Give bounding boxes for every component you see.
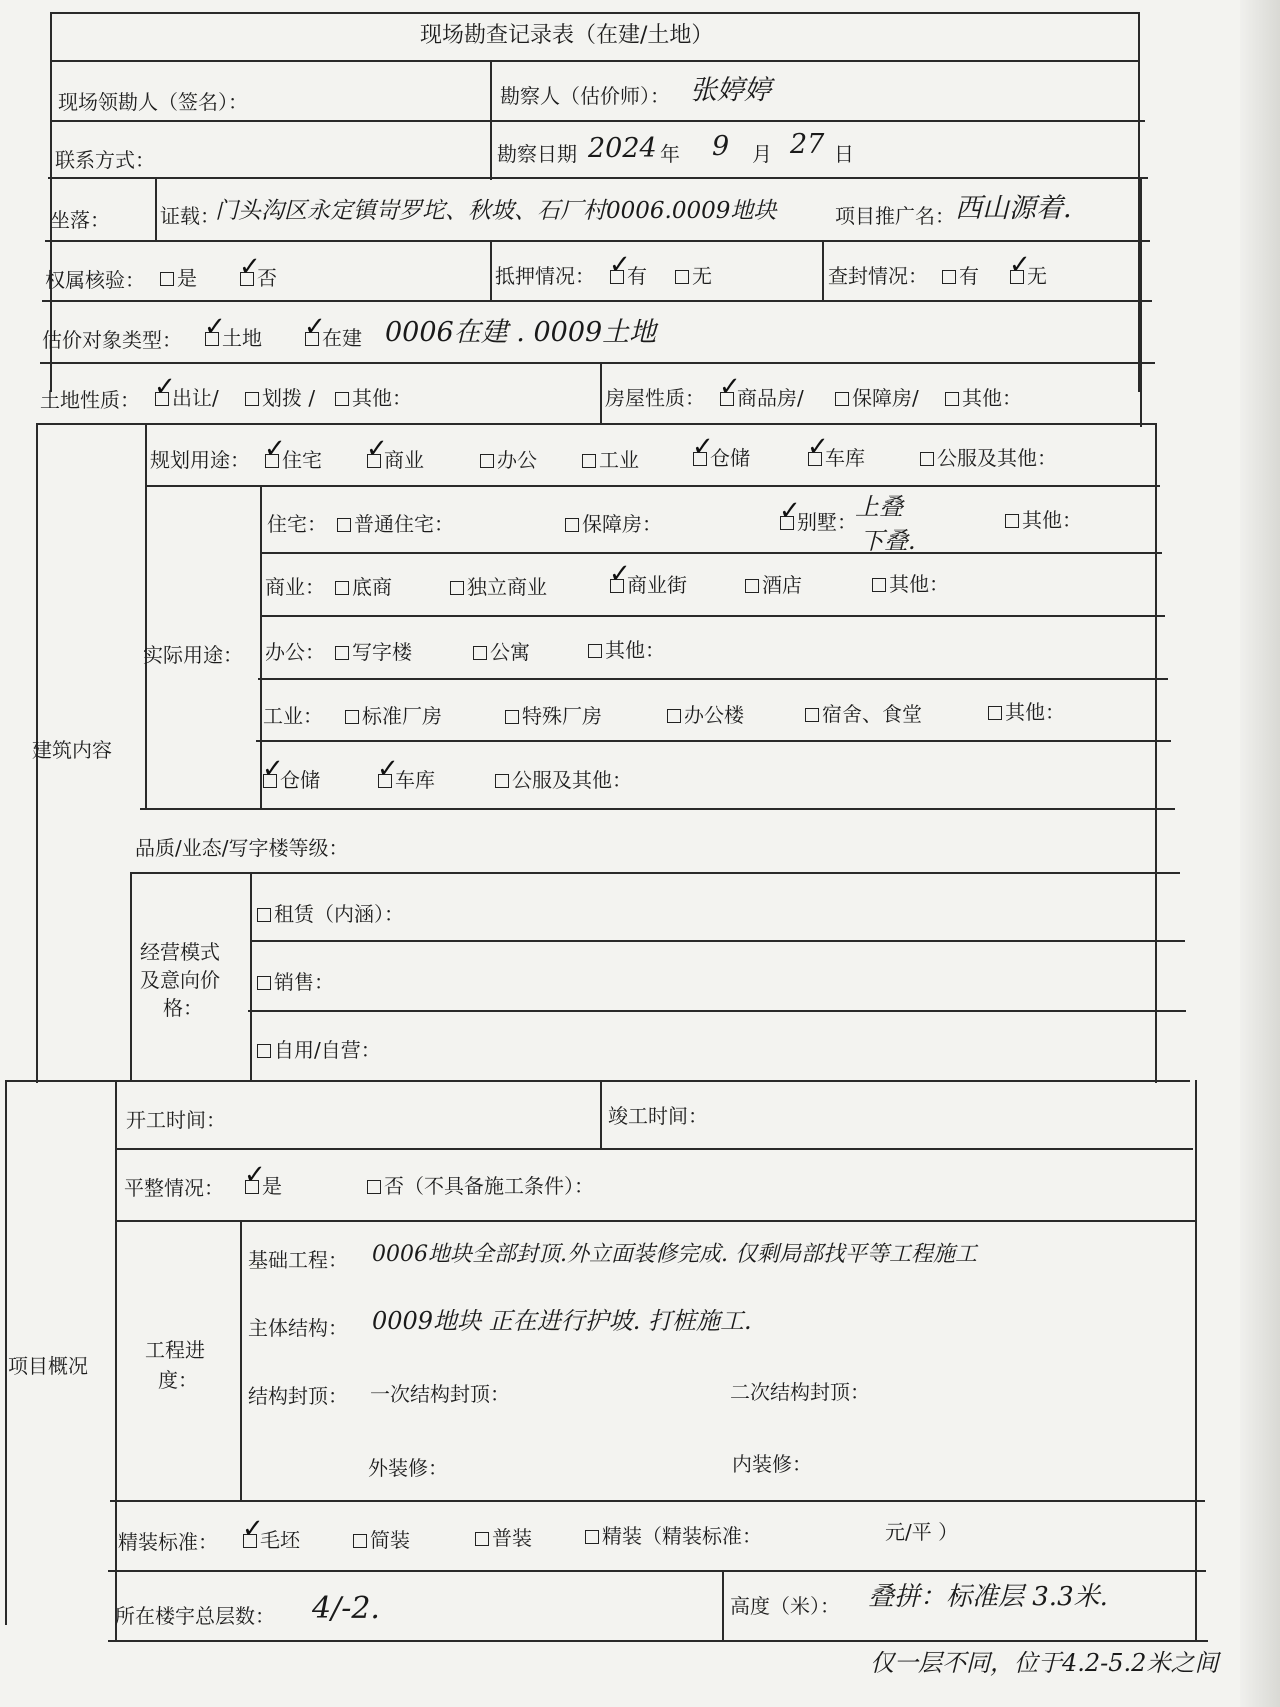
- business-sale[interactable]: [257, 970, 334, 994]
- checkbox-checked-icon: [240, 272, 254, 286]
- primary-topping-label: 一次结构封顶：: [370, 1382, 510, 1406]
- house-nature-label: 房屋性质：: [605, 386, 705, 410]
- house-affordable[interactable]: [835, 386, 919, 410]
- commercial-label: 商业：: [265, 575, 325, 599]
- res-other[interactable]: [1005, 508, 1082, 532]
- option-label: 是: [177, 266, 197, 290]
- option-label: 无: [1027, 264, 1047, 288]
- planned-commercial[interactable]: [367, 448, 424, 472]
- checkbox-checked-icon: [155, 392, 169, 406]
- ind-standard[interactable]: [345, 704, 442, 728]
- leveling-label: 平整情况：: [124, 1176, 224, 1200]
- rule: [1195, 1080, 1197, 1640]
- ind-office[interactable]: [667, 703, 744, 727]
- office-label: 办公：: [265, 640, 325, 664]
- rule: [260, 552, 1162, 554]
- footer-note[interactable]: 仅一层不同，位于4.2-5.2米之间: [870, 1649, 1219, 1677]
- land-transfer[interactable]: [155, 386, 219, 410]
- height-label: 高度（米）：: [730, 1594, 840, 1618]
- checkbox-icon: [367, 1180, 381, 1194]
- rule: [108, 1640, 1208, 1642]
- rule: [5, 1080, 7, 1625]
- option-label: 销售：: [274, 970, 334, 994]
- type-note[interactable]: 0006在建 . 0009土地: [385, 317, 657, 348]
- checkbox-icon: [160, 272, 174, 286]
- land-nature-label: 土地性质：: [40, 388, 140, 412]
- option-label: 土地: [222, 326, 262, 350]
- inspector-label: 勘察人（估价师）：: [500, 84, 670, 108]
- progress-label-2: 度：: [158, 1368, 198, 1392]
- rule: [256, 740, 1171, 742]
- finish-normal[interactable]: [475, 1526, 532, 1550]
- villa-note-upper[interactable]: 上叠: [855, 493, 903, 521]
- com-ground-shop[interactable]: [335, 575, 392, 599]
- checkbox-icon: [335, 646, 349, 660]
- rule: [48, 177, 1148, 179]
- checkbox-icon: [988, 706, 1002, 720]
- option-label: 划拨 /: [262, 386, 316, 410]
- date-day[interactable]: 27: [790, 129, 825, 160]
- checkbox-icon: [257, 908, 271, 922]
- planned-residential[interactable]: [265, 448, 322, 472]
- building-section-label: 建筑内容: [32, 738, 112, 762]
- cert-label: 证载：: [160, 204, 220, 228]
- option-label: 办公: [497, 448, 537, 472]
- option-label: 否: [257, 266, 277, 290]
- checkbox-icon: [345, 710, 359, 724]
- business-label-2: 及意向价: [140, 968, 220, 992]
- type-land[interactable]: [205, 326, 262, 350]
- option-label: 自用/自营：: [274, 1038, 381, 1062]
- option-label: 公服及其他：: [937, 446, 1057, 470]
- checkbox-checked-icon: [205, 332, 219, 346]
- option-label: 其他：: [962, 386, 1022, 410]
- finish-fine[interactable]: [585, 1524, 762, 1548]
- rule: [260, 615, 1165, 617]
- checkbox-icon: [480, 454, 494, 468]
- option-label: 公服及其他：: [512, 768, 632, 792]
- rule: [250, 872, 252, 1082]
- checkbox-checked-icon: [367, 454, 381, 468]
- rule: [490, 240, 492, 300]
- option-label: 仓储: [280, 768, 320, 792]
- structure-value[interactable]: 0009地块 正在进行护坡. 打桩施工.: [372, 1307, 752, 1335]
- rule: [822, 240, 824, 300]
- option-label: 有: [627, 264, 647, 288]
- year-unit: 年: [660, 142, 680, 166]
- checkbox-icon: [337, 518, 351, 532]
- rule: [36, 423, 1156, 425]
- finish-rough[interactable]: [243, 1528, 300, 1552]
- land-allocation[interactable]: [245, 386, 315, 410]
- valuation-type-label: 估价对象类型：: [42, 328, 182, 352]
- actual-garage[interactable]: [378, 768, 435, 792]
- checkbox-icon: [588, 644, 602, 658]
- option-label: 出让/: [172, 386, 219, 410]
- business-lease[interactable]: [257, 902, 404, 926]
- off-tower[interactable]: [335, 640, 412, 664]
- secondary-topping-label: 二次结构封顶：: [730, 1380, 870, 1404]
- frame-top: [50, 12, 1140, 14]
- checkbox-icon: [257, 976, 271, 990]
- land-other[interactable]: [335, 386, 412, 410]
- res-normal[interactable]: [337, 512, 454, 536]
- mortgage-yes[interactable]: [610, 264, 647, 288]
- rule: [50, 60, 1140, 62]
- option-label: 保障房：: [582, 512, 662, 536]
- checkbox-icon: [257, 1044, 271, 1058]
- checkbox-icon: [1005, 514, 1019, 528]
- actual-public[interactable]: [495, 768, 632, 792]
- checkbox-checked-icon: [263, 774, 277, 788]
- rule: [40, 362, 1155, 364]
- option-label: 工业: [599, 448, 639, 472]
- contact-label: 联系方式：: [55, 148, 155, 172]
- actual-use-label: 实际用途：: [143, 643, 243, 667]
- com-street[interactable]: [610, 573, 687, 597]
- planned-office[interactable]: [480, 448, 537, 472]
- planned-industrial[interactable]: [582, 448, 639, 472]
- finish-simple[interactable]: [353, 1528, 410, 1552]
- planned-public[interactable]: [920, 446, 1057, 470]
- option-label: 公寓: [490, 640, 530, 664]
- option-label: 是: [262, 1174, 282, 1198]
- checkbox-checked-icon: [610, 270, 624, 284]
- page-edge: [1240, 0, 1280, 1707]
- com-standalone[interactable]: [450, 575, 547, 599]
- checkbox-checked-icon: [720, 392, 734, 406]
- option-label: 车库: [395, 768, 435, 792]
- exterior-label: 外装修：: [368, 1456, 448, 1480]
- checkbox-checked-icon: [305, 332, 319, 346]
- date-label: 勘察日期: [497, 142, 577, 166]
- form-title: 现场勘查记录表（在建/土地）: [420, 23, 714, 48]
- checkbox-icon: [450, 581, 464, 595]
- rule: [115, 1220, 1195, 1222]
- rule: [45, 240, 1150, 242]
- option-label: 写字楼: [352, 640, 412, 664]
- interior-label: 内装修：: [732, 1452, 812, 1476]
- option-label: 租赁（内涵）：: [274, 902, 404, 926]
- rule: [145, 423, 147, 808]
- rule: [240, 1220, 242, 1500]
- checkbox-checked-icon: [245, 1180, 259, 1194]
- planned-use-label: 规划用途：: [150, 448, 250, 472]
- rule: [600, 362, 602, 423]
- rule: [115, 1148, 1193, 1150]
- ind-dorm[interactable]: [805, 702, 922, 726]
- house-commodity[interactable]: [720, 386, 804, 410]
- checkbox-icon: [835, 392, 849, 406]
- start-time-label: 开工时间：: [126, 1108, 226, 1132]
- height-value[interactable]: 叠拼：标准层 3.3米.: [868, 1582, 1108, 1612]
- checkbox-icon: [945, 392, 959, 406]
- rule: [490, 60, 492, 180]
- villa-note-lower[interactable]: 下叠.: [860, 527, 916, 555]
- checkbox-checked-icon: [378, 774, 392, 788]
- option-label: 商品房/: [737, 386, 804, 410]
- option-label: 精装（精装标准：: [602, 1524, 762, 1548]
- checkbox-icon: [353, 1534, 367, 1548]
- checkbox-icon: [805, 708, 819, 722]
- checkbox-icon: [475, 1532, 489, 1546]
- off-other[interactable]: [588, 638, 665, 662]
- finish-std-unit: 元/平 ）: [885, 1520, 959, 1544]
- date-month[interactable]: 9: [712, 131, 730, 162]
- project-section-label: 项目概况: [8, 1354, 88, 1378]
- option-label: 商业: [384, 448, 424, 472]
- checkbox-checked-icon: [808, 452, 822, 466]
- res-villa[interactable]: [780, 510, 857, 534]
- promo-name[interactable]: 西山源着.: [955, 193, 1072, 224]
- checkbox-icon: [245, 392, 259, 406]
- option-label: 有: [959, 264, 979, 288]
- mortgage-label: 抵押情况：: [495, 264, 595, 288]
- option-label: 底商: [352, 575, 392, 599]
- option-label: 在建: [322, 326, 362, 350]
- option-label: 商业街: [627, 573, 687, 597]
- rule: [5, 1080, 1190, 1082]
- rule: [250, 940, 1185, 942]
- checkbox-icon: [565, 518, 579, 532]
- business-label-1: 经营模式: [140, 940, 220, 964]
- day-unit: 日: [834, 142, 854, 166]
- option-label: 无: [692, 264, 712, 288]
- option-label: 车库: [825, 446, 865, 470]
- business-label-3: 格：: [163, 996, 203, 1020]
- planned-garage[interactable]: [808, 446, 865, 470]
- option-label: 酒店: [762, 573, 802, 597]
- option-label: 其他：: [1022, 508, 1082, 532]
- rule: [42, 300, 1152, 302]
- option-label: 特殊厂房: [522, 704, 602, 728]
- checkbox-icon: [582, 454, 596, 468]
- off-apartment[interactable]: [473, 640, 530, 664]
- checkbox-icon: [335, 581, 349, 595]
- ownership-yes[interactable]: [160, 266, 197, 290]
- finish-std-label: 精装标准：: [118, 1530, 218, 1554]
- option-label: 其他：: [352, 386, 412, 410]
- rule: [115, 1080, 117, 1640]
- option-label: 保障房/: [852, 386, 919, 410]
- checkbox-checked-icon: [610, 579, 624, 593]
- foundation-value[interactable]: 0006地块全部封顶.外立面装修完成. 仅剩局部找平等工程施工: [372, 1242, 977, 1267]
- inspector-signature[interactable]: 张婷婷: [690, 75, 771, 106]
- rule: [130, 872, 1180, 874]
- checkbox-icon: [667, 709, 681, 723]
- checkbox-icon: [505, 710, 519, 724]
- floors-value[interactable]: 4/-2.: [312, 1591, 380, 1626]
- mortgage-no[interactable]: [675, 264, 712, 288]
- type-construction[interactable]: [305, 326, 362, 350]
- checkbox-icon: [872, 578, 886, 592]
- house-other[interactable]: [945, 386, 1022, 410]
- option-label: 办公楼: [684, 703, 744, 727]
- ownership-no[interactable]: [240, 266, 277, 290]
- ind-other[interactable]: [988, 700, 1065, 724]
- rule: [140, 808, 1175, 810]
- progress-label-1: 工程进: [145, 1338, 205, 1362]
- floors-label: 所在楼宇总层数：: [115, 1604, 275, 1628]
- option-label: 仓储: [710, 446, 750, 470]
- rule: [722, 1570, 724, 1640]
- option-label: 独立商业: [467, 575, 547, 599]
- seal-label: 查封情况：: [828, 264, 928, 288]
- planned-storage[interactable]: [693, 446, 750, 470]
- ind-special[interactable]: [505, 704, 602, 728]
- residential-label: 住宅：: [267, 512, 327, 536]
- checkbox-checked-icon: [265, 454, 279, 468]
- com-hotel[interactable]: [745, 573, 802, 597]
- checkbox-icon: [495, 774, 509, 788]
- actual-storage[interactable]: [263, 768, 320, 792]
- rule: [50, 120, 1145, 122]
- rule: [248, 1010, 1186, 1012]
- topping-label: 结构封顶：: [248, 1384, 348, 1408]
- promo-label: 项目推广名：: [835, 204, 955, 228]
- rule: [1140, 177, 1142, 427]
- quality-label: 品质/业态/写字楼等级：: [135, 836, 349, 860]
- checkbox-checked-icon: [1010, 270, 1024, 284]
- leveling-no[interactable]: [367, 1174, 594, 1198]
- rule: [130, 872, 132, 1082]
- rule: [145, 485, 1160, 487]
- rule: [600, 1080, 602, 1148]
- option-label: 普装: [492, 1526, 532, 1550]
- checkbox-icon: [675, 270, 689, 284]
- option-label: 其他：: [1005, 700, 1065, 724]
- structure-label: 主体结构：: [248, 1316, 348, 1340]
- option-label: 毛坯: [260, 1528, 300, 1552]
- checkbox-icon: [942, 270, 956, 284]
- checkbox-icon: [335, 392, 349, 406]
- rule: [258, 678, 1168, 680]
- option-label: 别墅：: [797, 510, 857, 534]
- res-affordable[interactable]: [565, 512, 662, 536]
- checkbox-checked-icon: [243, 1534, 257, 1548]
- checkbox-icon: [920, 452, 934, 466]
- ownership-label: 权属核验：: [45, 268, 145, 292]
- option-label: 宿舍、食堂: [822, 702, 922, 726]
- business-self-use[interactable]: [257, 1038, 381, 1062]
- option-label: 其他：: [605, 638, 665, 662]
- option-label: 否（不具备施工条件）：: [384, 1174, 594, 1198]
- guide-label: 现场领勘人（签名）：: [58, 90, 248, 114]
- month-unit: 月: [752, 142, 772, 166]
- rule: [155, 177, 157, 240]
- option-label: 住宅: [282, 448, 322, 472]
- rule: [110, 1500, 1205, 1502]
- option-label: 其他：: [889, 572, 949, 596]
- com-other[interactable]: [872, 572, 949, 596]
- rule: [108, 1570, 1206, 1572]
- location-label: 坐落：: [50, 208, 110, 232]
- checkbox-checked-icon: [693, 452, 707, 466]
- foundation-label: 基础工程：: [248, 1248, 348, 1272]
- leveling-yes[interactable]: [245, 1174, 282, 1198]
- finish-time-label: 竣工时间：: [608, 1104, 708, 1128]
- checkbox-icon: [745, 579, 759, 593]
- cert-address[interactable]: 门头沟区永定镇岢罗坨、秋坡、石厂村0006.0009地块: [215, 198, 777, 224]
- option-label: 标准厂房: [362, 704, 442, 728]
- seal-yes[interactable]: [942, 264, 979, 288]
- option-label: 普通住宅：: [354, 512, 454, 536]
- option-label: 简装: [370, 1528, 410, 1552]
- industrial-label: 工业：: [263, 704, 323, 728]
- date-year[interactable]: 2024: [588, 133, 657, 164]
- checkbox-icon: [585, 1530, 599, 1544]
- checkbox-checked-icon: [780, 516, 794, 530]
- rule: [1155, 423, 1157, 1083]
- checkbox-icon: [473, 646, 487, 660]
- seal-no[interactable]: [1010, 264, 1047, 288]
